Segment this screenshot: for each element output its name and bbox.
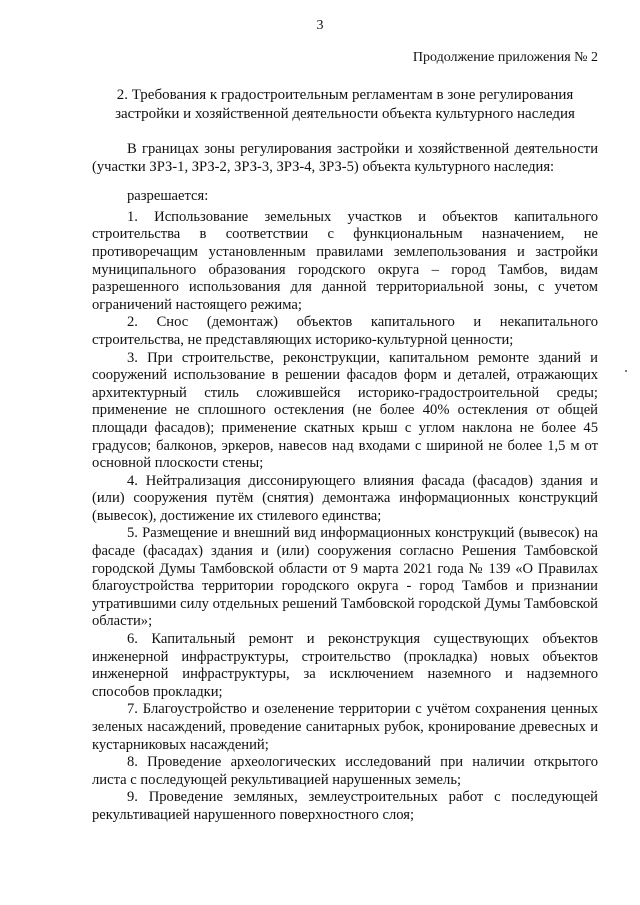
list-item-6: 6. Капитальный ремонт и реконструкция существующих объектов инженерной инфраструктуры, строительство (прокладка) новых объектов инженерной инфраструктуры, за исключением наземного и надземного способов прокладки; <box>92 631 598 700</box>
continuation-label: Продолжение приложения № 2 <box>412 50 598 65</box>
list-item-4: 4. Нейтрализация диссонирующего влияния фасада (фасадов) здания и (или) сооружения путём (снятия) демонтажа информационных конструкций (вывесок), достижение их стилевого единства; <box>92 472 598 524</box>
document-body <box>92 141 598 825</box>
list-item-3: 3. При строительстве, реконструкции, капитальном ремонте зданий и сооружений использование в решении фасадов форм и деталей, отражающих архитектурный стиль сложившейся историко-градостроительной среды; применение не сплошного остекления (не более 40% остекления от общей площади фасадов); применение скатных крыш с углом наклона не более 45 градусов; балконов, эркеров, навесов над входами с шириной не более 1,5 м от основной плоскости стены; <box>92 349 598 472</box>
list-item-1: 1. Использование земельных участков и объектов капитального строительства в соответствии с функциональным назначением, не противоречащим установленным правилами землепользования и застройки муниципального образования городского округа – город Тамбов, видам разрешенного использования для данной территориальной зоны, с учетом ограничений настоящего режима; <box>92 208 598 313</box>
section-heading: 2. Требования к градостроительным регламентам в зоне регулирования застройки и хозяйственной деятельности объекта культурного наследия <box>115 87 575 122</box>
list-item-8: 8. Проведение археологических исследований при наличии открытого листа с последующей рекультивацией нарушенных земель; <box>92 754 598 788</box>
list-item-7: 7. Благоустройство и озеленение территории с учётом сохранения ценных зеленых насаждений, проведение санитарных рубок, кронирование древесных и кустарниковых насаждений; <box>92 701 598 753</box>
scan-speck <box>625 370 627 372</box>
allowed-label: разрешается: <box>127 188 209 205</box>
list-item-5: 5. Размещение и внешний вид информационных конструкций (вывесок) на фасаде (фасадах) здания и (или) сооружения согласно Решения Тамбовской городской Думы Тамбовской области от 9 марта 2021 года № 139 «О Правилах благоустройства территории городского округа - город Тамбов и признании утратившими силу отдельных решений Тамбовской городской Думы Тамбовской области»; <box>92 525 598 630</box>
intro-paragraph: В границах зоны регулирования застройки и хозяйственной деятельности (участки ЗРЗ-1, ЗРЗ-2, ЗРЗ-3, ЗРЗ-4, ЗРЗ-5) объекта культурного наследия: <box>92 141 598 175</box>
page-number: 3 <box>316 18 324 33</box>
list-item-2: 2. Снос (демонтаж) объектов капитального и некапитального строительства, не представляющих историко-культурной ценности; <box>92 314 598 348</box>
list-item-9: 9. Проведение земляных, землеустроительных работ с последующей рекультивацией нарушенного поверхностного слоя; <box>92 789 598 823</box>
